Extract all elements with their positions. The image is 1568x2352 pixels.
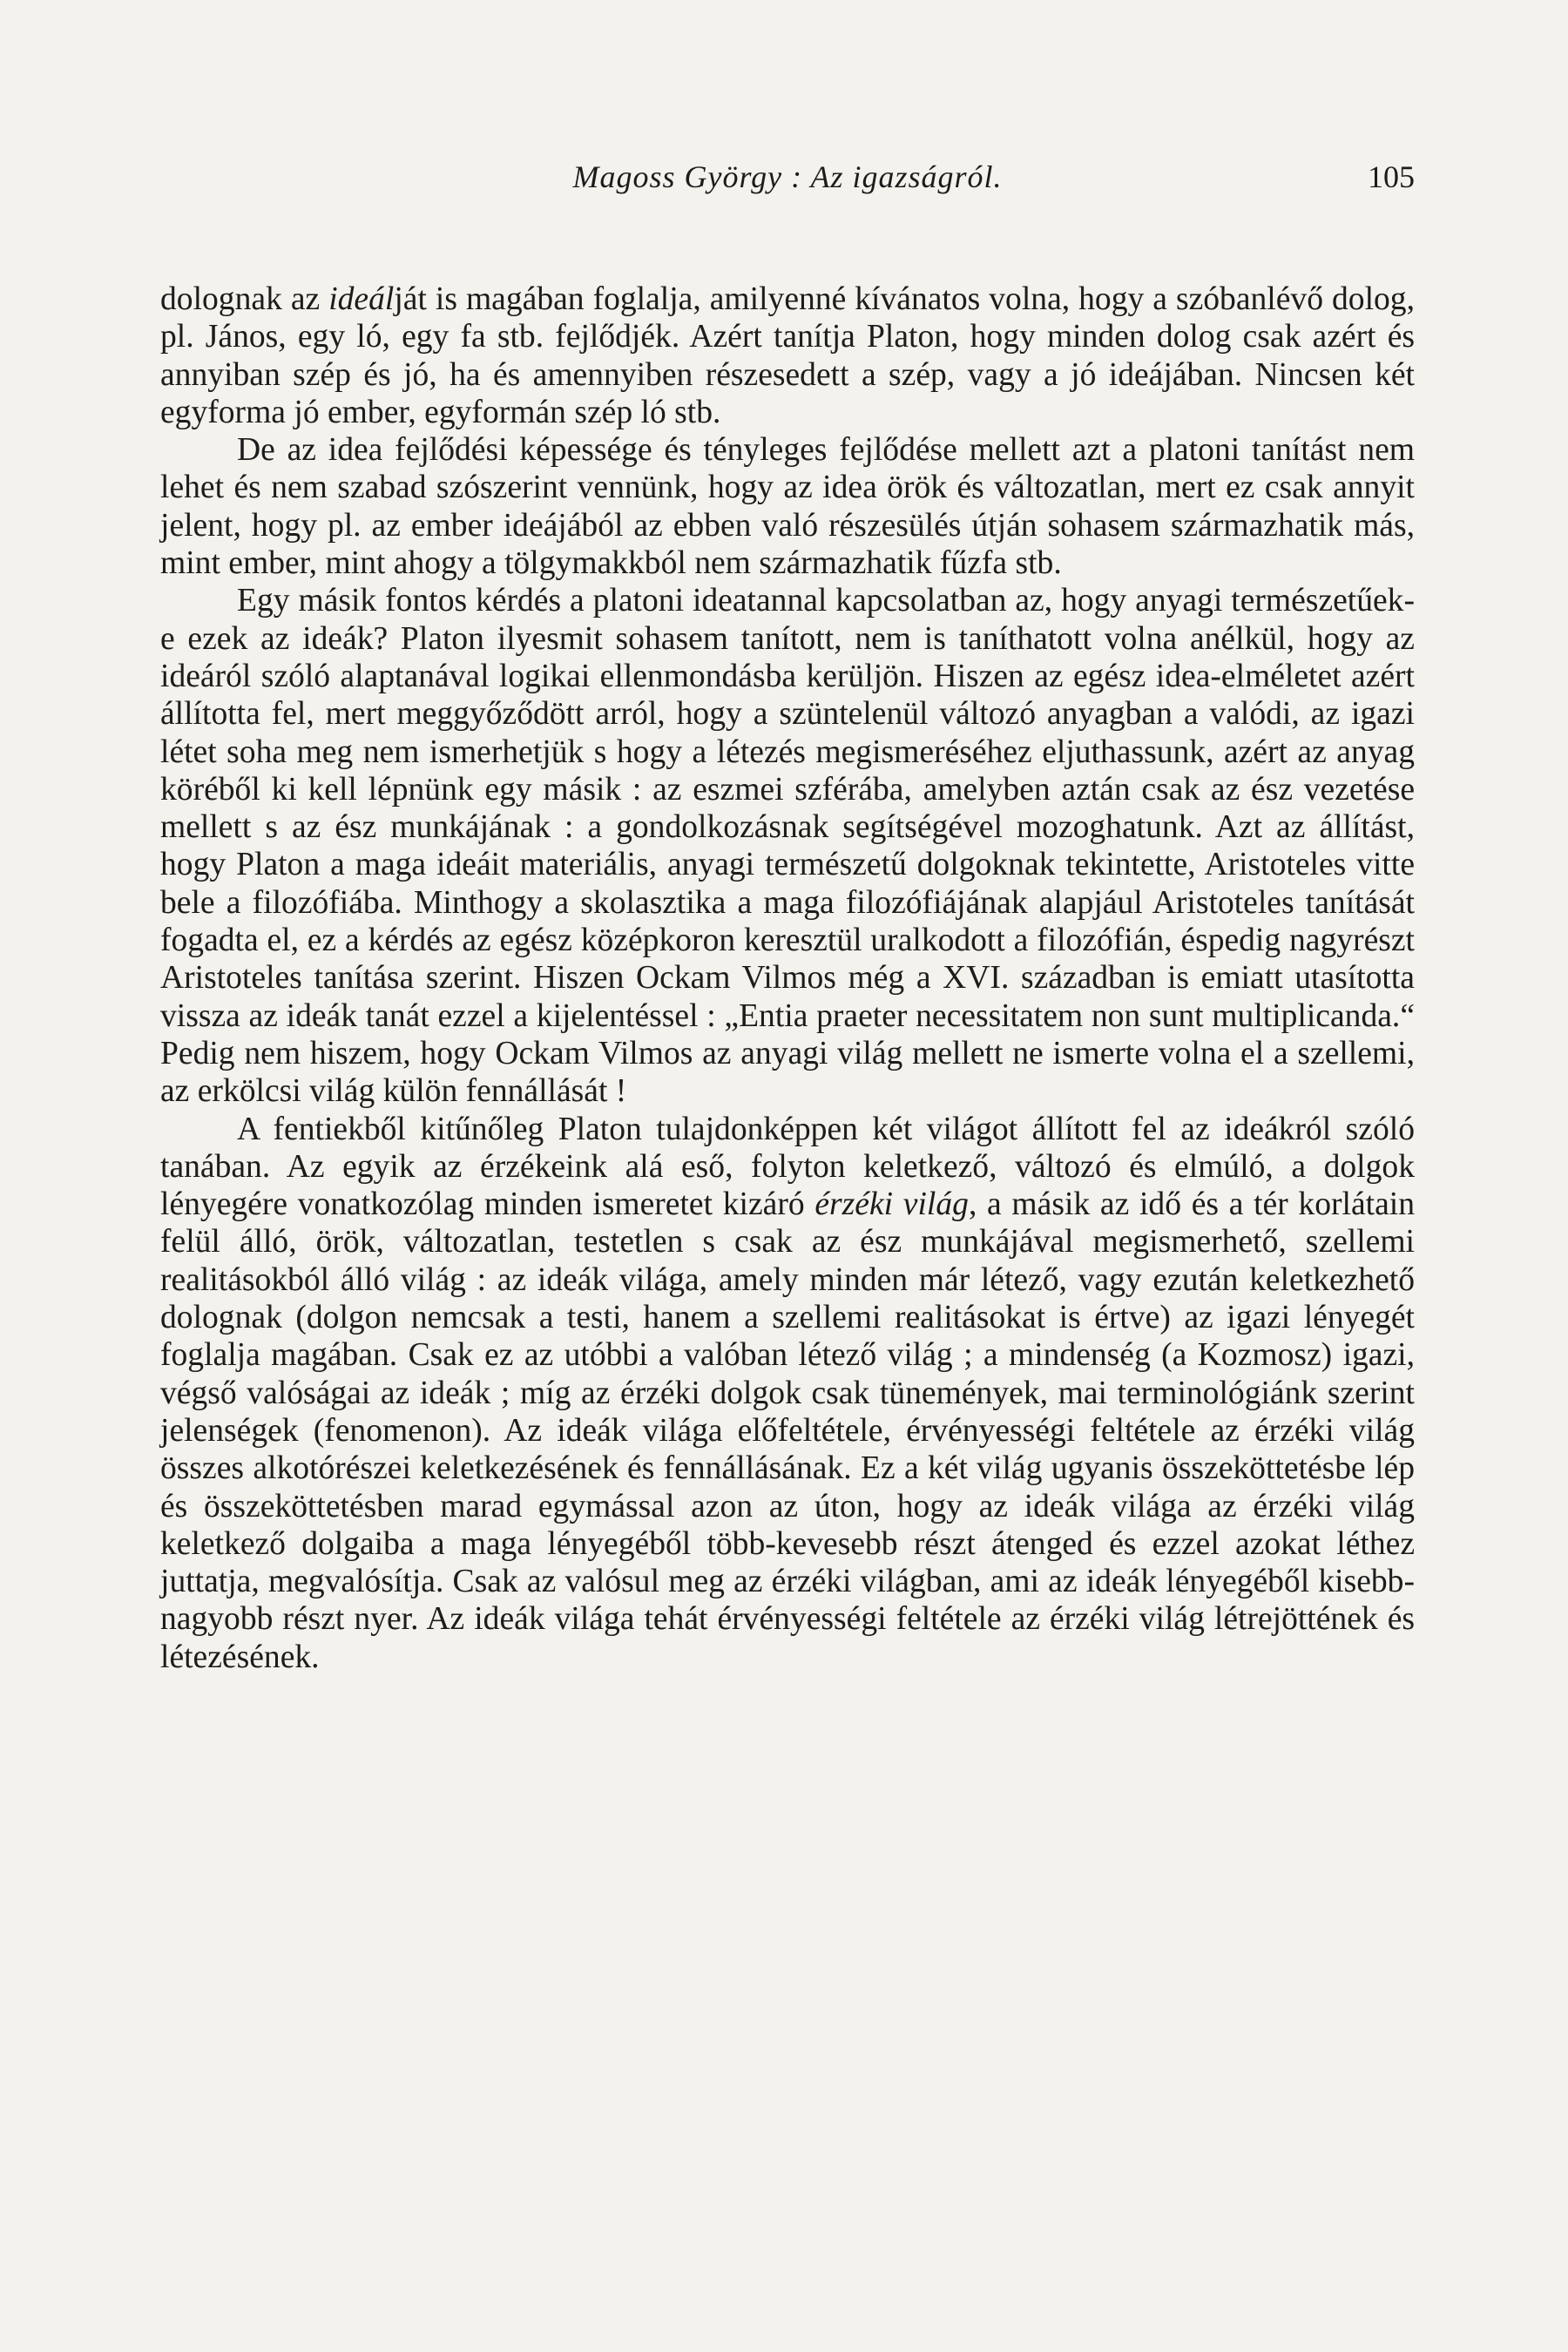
emphasis-idealjat: ideál bbox=[328, 281, 395, 317]
paragraph-4-text-b: , a másik az idő és a tér korlátain felül álló, örök, változatlan, testetlen s csak az ész munkájával megismerhető, szellemi realitásokból álló világ : az ideák világa, amely minden már létező, vagy ezután keletkezhető dolognak (dolgon nemcsak a testi, hanem a szellemi realitásokat is értve) az igazi lényegét foglalja magában. Csak ez az utóbbi a valóban létező világ ; a mindenség (a Kozmosz) igazi, végső valóságai az ideák ; míg az érzéki dolgok csak tünemények, mai terminológiánk szerint jelenségek (fenomenon). Az ideák világa előfeltétele, érvényességi feltétele az érzéki világ összes alkotórészei keletkezésének és fennállásának. Ez a két világ ugyanis összeköttetésbe lép és összeköttetésben marad egymással azon az úton, hogy az ideák világa az érzéki világ keletkező dolgaiba a maga lényegéből több-kevesebb részt átenged és ezzel azokat léthez juttatja, megvalósítja. Csak az valósul meg az érzéki világban, ami az ideák lényegéből kisebb-nagyobb részt nyer. Az ideák világa tehát érvényességi feltétele az érzéki világ létrejöttének és létezésének. bbox=[160, 1186, 1415, 1675]
paragraph-1-text-b: ját is magában foglalja, amilyenné kívánatos volna, hogy a szóbanlévő dolog, pl. János, egy ló, egy fa stb. fejlődjék. Azért tanítja Platon, hogy minden dolog csak azért és annyiban szép és jó, ha és amennyiben részesedett a szép, vagy a jó ideájában. Nincsen két egyforma jó ember, egyformán szép ló stb. bbox=[160, 281, 1415, 430]
emphasis-erzeki-vilag: érzéki világ bbox=[814, 1186, 969, 1223]
paragraph-1-text-a: dolognak az bbox=[160, 281, 329, 317]
paragraph-3: Egy másik fontos kérdés a platoni ideatannal kapcsolatban az, hogy anyagi természetűek-e ezek az ideák? Platon ilyesmit sohasem tanított, nem is taníthatott volna anélkül, hogy az ideáról szóló alaptanával logikai ellenmondásba kerüljön. Hiszen az egész idea-elméletet azért állította fel, mert meggyőződött arról, hogy a szüntelenül változó anyagban a valódi, az igazi létet soha meg nem ismerhetjük s hogy a létezés megismeréséhez eljuthassunk, azért az anyag köréből ki kell lépnünk egy másik : az eszmei szférába, amelyben aztán csak az ész vezetése mellett s az ész munkájának : a gondolkozásnak segítségével mozoghatunk. Azt az állítást, hogy Platon a maga ideáit materiális, anyagi természetű dolgoknak tekintette, Aristoteles vitte bele a filozófiába. Minthogy a skolasztika a maga filozófiájának alapjául Aristoteles tanítását fogadta el, ez a kérdés az egész középkoron keresztül uralkodott a filozófián, éspedig nagyrészt Aristoteles tanítása szerint. Hiszen Ockam Vilmos még a XVI. században is emiatt utasította vissza az ideák tanát ezzel a kijelentéssel : „Entia praeter necessitatem non sunt multiplicanda.“ Pedig nem hiszem, hogy Ockam Vilmos az anyagi világ mellett ne ismerte volna el a szellemi, az erkölcsi világ külön fennállását ! bbox=[160, 583, 1415, 1110]
running-head bbox=[160, 159, 1415, 211]
paragraph-2: De az idea fejlődési képessége és tényleges fejlődése mellett azt a platoni tanítást nem lehet és nem szabad szószerint vennünk, hogy az idea örök és változatlan, mert ez csak annyit jelent, hogy pl. az ember ideájából az ebben való részesülés útján sohasem származhatik más, mint ember, mint ahogy a tölgymakkból nem származhatik fűzfa stb. bbox=[160, 432, 1415, 582]
body-text bbox=[160, 280, 1415, 1676]
paragraph-4 bbox=[160, 1111, 1415, 1676]
running-title: Magoss György : Az igazságról. bbox=[572, 159, 1003, 194]
paragraph-4-text-a: A fentiekből kitűnőleg Platon tulajdonképpen két világot állított fel az ideákról szóló tanában. Az egyik az érzékeink alá eső, folyton keletkező, változó és elmúló, a dolgok lényegére vonatkozólag minden ismeretet kizáró bbox=[160, 1111, 1415, 1223]
paragraph-1 bbox=[160, 280, 1415, 431]
page-number: 105 bbox=[1368, 159, 1415, 194]
